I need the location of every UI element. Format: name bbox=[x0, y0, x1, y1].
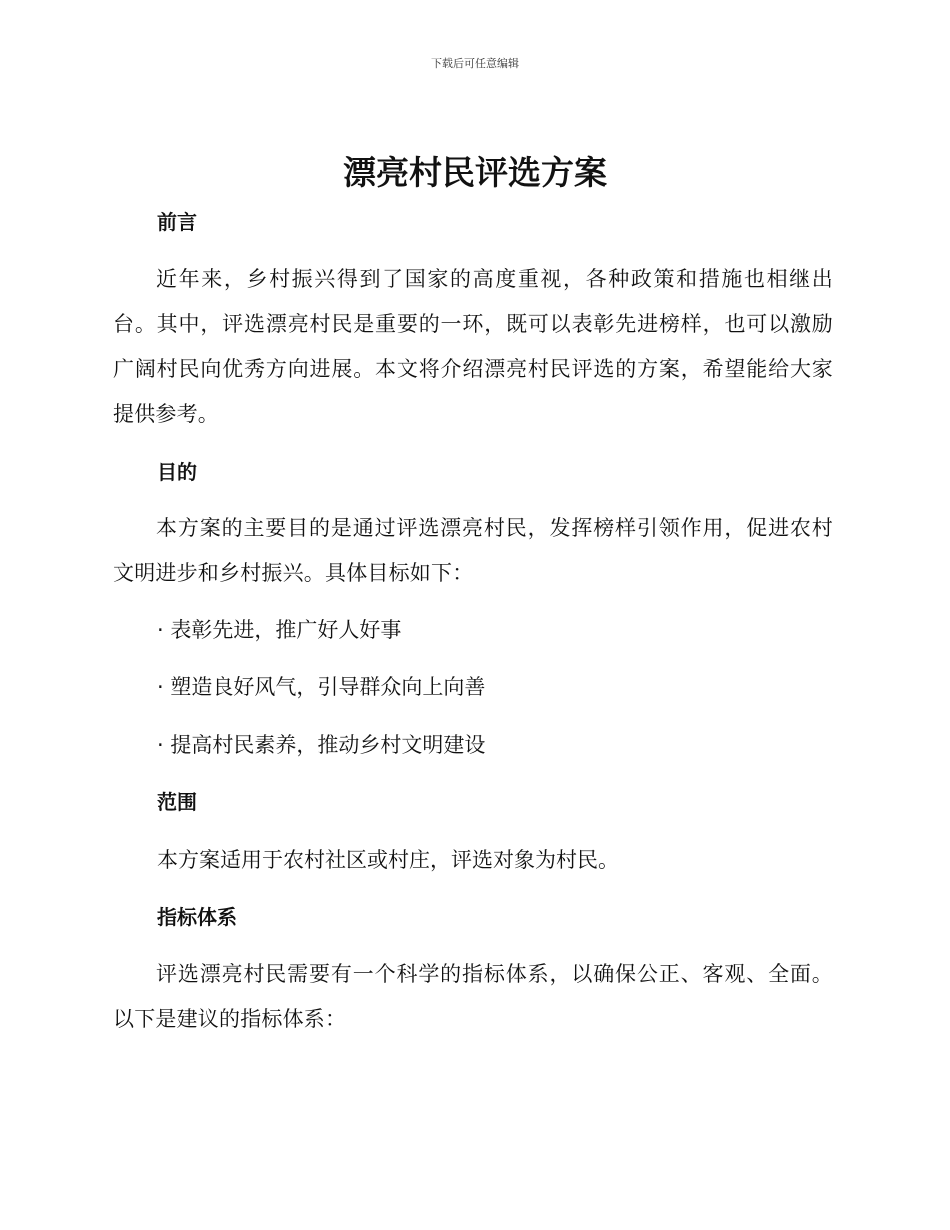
section-heading-indicators: 指标体系 bbox=[157, 905, 237, 929]
paragraph-indicators: 评选漂亮村民需要有一个科学的指标体系，以确保公正、客观、全面。以下是建议的指标体系： bbox=[113, 962, 833, 1031]
paragraph-preface: 近年来，乡村振兴得到了国家的高度重视，各种政策和措施也相继出台。其中，评选漂亮村民是重要的一环，既可以表彰先进榜样，也可以激励广阔村民向优秀方向进展。本文将介绍漂亮村民评选的方案，希望能给大家提供参考。 bbox=[113, 267, 833, 426]
bullet-item: · 提高村民素养，推动乡村文明建设 bbox=[157, 733, 486, 757]
bullet-item: · 表彰先进，推广好人好事 bbox=[157, 618, 402, 642]
paragraph-scope: 本方案适用于农村社区或村庄，评选对象为村民。 bbox=[157, 848, 619, 872]
section-heading-purpose: 目的 bbox=[157, 460, 197, 484]
paragraph-purpose: 本方案的主要目的是通过评选漂亮村民，发挥榜样引领作用，促进农村文明进步和乡村振兴。具体目标如下： bbox=[113, 516, 833, 585]
header-note: 下载后可任意编辑 bbox=[431, 57, 519, 70]
section-heading-scope: 范围 bbox=[157, 790, 197, 814]
bullet-item: · 塑造良好风气，引导群众向上向善 bbox=[157, 675, 486, 699]
document-title: 漂亮村民评选方案 bbox=[343, 153, 607, 192]
section-heading-preface: 前言 bbox=[157, 210, 197, 234]
